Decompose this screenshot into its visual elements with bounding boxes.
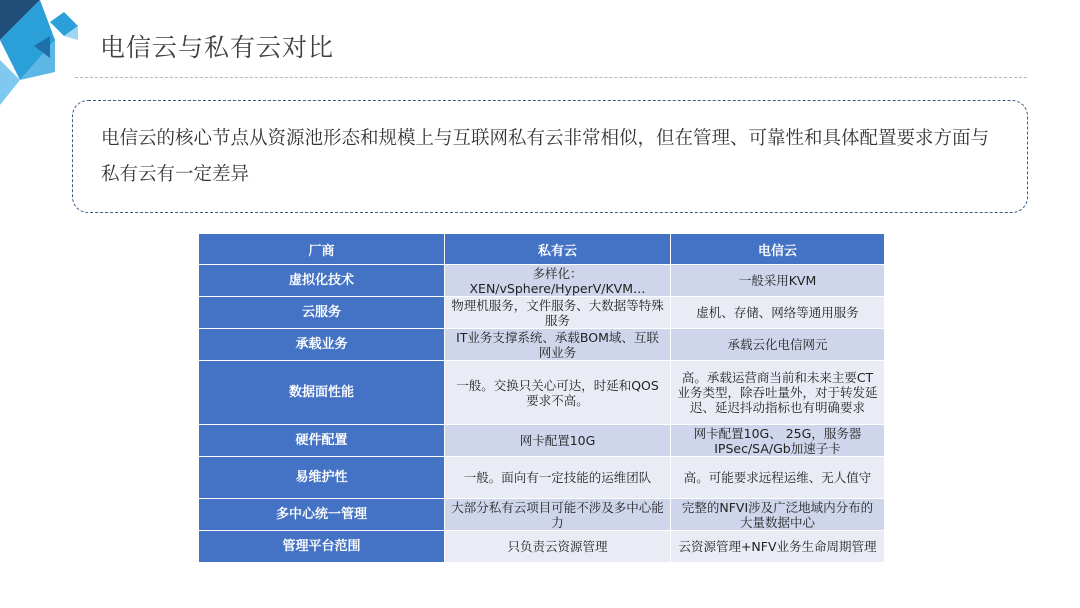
telecom-cloud-cell: 承载云化电信网元	[671, 329, 885, 361]
summary-text: 电信云的核心节点从资源池形态和规模上与互联网私有云非常相似，但在管理、可靠性和具体配置要求方面与私有云有一定差异	[101, 128, 990, 185]
telecom-cloud-cell: 虚机、存储、网络等通用服务	[671, 297, 885, 329]
private-cloud-cell: 大部分私有云项目可能不涉及多中心能力	[445, 499, 671, 531]
header-vendor: 厂商	[199, 234, 445, 265]
private-cloud-cell: IT业务支撑系统、承载BOM域、互联网业务	[445, 329, 671, 361]
comparison-table	[198, 233, 885, 563]
page-title: 电信云与私有云对比	[100, 33, 335, 62]
table-row	[199, 499, 885, 531]
table-row	[199, 361, 885, 425]
table-row	[199, 457, 885, 499]
row-label: 管理平台范围	[199, 531, 445, 563]
summary-box	[72, 100, 1028, 213]
header-private-cloud: 私有云	[445, 234, 671, 265]
row-label: 多中心统一管理	[199, 499, 445, 531]
corner-decoration-icon	[0, 0, 90, 110]
row-label: 数据面性能	[199, 361, 445, 425]
title-divider	[75, 77, 1027, 78]
private-cloud-cell: 一般。交换只关心可达，时延和QOS要求不高。	[445, 361, 671, 425]
telecom-cloud-cell: 云资源管理+NFV业务生命周期管理	[671, 531, 885, 563]
telecom-cloud-cell: 高。可能要求远程运维、无人值守	[671, 457, 885, 499]
telecom-cloud-cell: 完整的NFVI涉及广泛地域内分布的大量数据中心	[671, 499, 885, 531]
telecom-cloud-cell: 网卡配置10G、 25G，服务器IPSec/SA/Gb加速子卡	[671, 425, 885, 457]
private-cloud-cell: 多样化：XEN/vSphere/HyperV/KVM…	[445, 265, 671, 297]
row-label: 易维护性	[199, 457, 445, 499]
private-cloud-cell: 只负责云资源管理	[445, 531, 671, 563]
table-row	[199, 297, 885, 329]
row-label: 云服务	[199, 297, 445, 329]
table-header-row	[199, 234, 885, 265]
telecom-cloud-cell: 一般采用KVM	[671, 265, 885, 297]
private-cloud-cell: 物理机服务，文件服务、大数据等特殊服务	[445, 297, 671, 329]
table-row	[199, 265, 885, 297]
row-label: 硬件配置	[199, 425, 445, 457]
row-label: 承载业务	[199, 329, 445, 361]
private-cloud-cell: 一般。面向有一定技能的运维团队	[445, 457, 671, 499]
telecom-cloud-cell: 高。承载运营商当前和未来主要CT业务类型，除吞吐量外，对于转发延迟、延迟抖动指标也有明确要求	[671, 361, 885, 425]
table-row	[199, 531, 885, 563]
header-telecom-cloud: 电信云	[671, 234, 885, 265]
table-row	[199, 329, 885, 361]
row-label: 虚拟化技术	[199, 265, 445, 297]
table-row	[199, 425, 885, 457]
private-cloud-cell: 网卡配置10G	[445, 425, 671, 457]
